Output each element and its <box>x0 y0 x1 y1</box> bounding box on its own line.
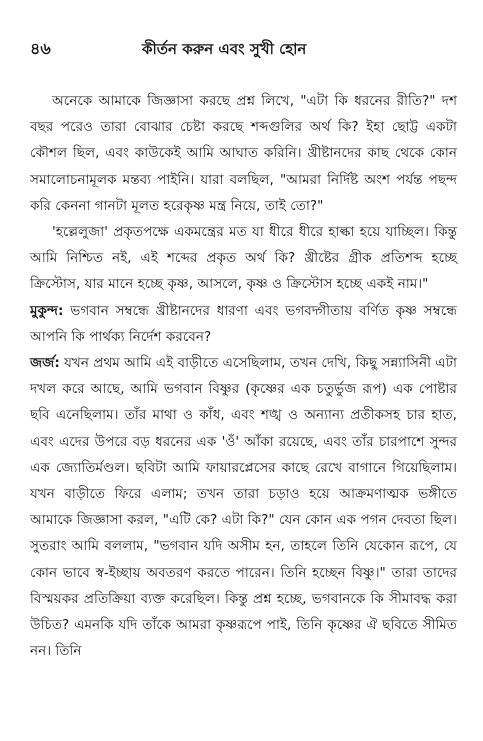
dialog-paragraph <box>30 350 457 664</box>
dialog-text: যখন প্রথম আমি এই বাড়ীতে এসেছিলাম, তখন দেখি, কিছু সন্ন্যাসিনী এটা দখল করে আছে, আমি ভগবান বিষ্ণুর (কৃষ্ণের এক চতুর্ভুজ রূপ) এক পোষ্টার ছবি এনেছিলাম। তাঁর মাথা ও কাঁধ, এবং শঙ্খ ও অন্যান্য প্রতীকসহ চার হাত, এবং এদের উপরে বড় ধরনের এক 'ওঁ' আঁকা রয়েছে, এবং তাঁর চারপাশে সুন্দর এক জ্যোতির্মণ্ডল। ছবিটা আমি ফায়ারপ্লেসের কাছে রেখে বাগানে গিয়েছিলাম। যখন বাড়ীতে ফিরে এলাম; তখন তারা চড়াও হয়ে আক্রমণাত্মক ভঙ্গীতে আমাকে জিজ্ঞাসা করল, "এটি কে? এটা কি?" যেন কোন এক পগন দেবতা ছিল। সুতরাং আমি বললাম, "ভগবান যদি অসীম হন, তাহলে তিনি যেকোন রূপে, যে কোন ভাবে স্ব-ইচ্ছায় অবতরণ করতে পারেন। তিনি হচ্ছেন বিষ্ণু।" তারা তাদের বিস্ময়কর প্রতিক্রিয়া ব্যক্ত করেছিল। কিন্তু প্রশ্ন হচ্ছে, ভগবানকে কি সীমাবদ্ধ করা উচিত? এমনকি যদি তাঁকে আমরা কৃষ্ণরূপে পাই, তিনি কৃষ্ণের ঐ ছবিতে সীমিত নন। তিনি <box>30 355 457 660</box>
body-text <box>30 88 457 664</box>
paragraph-text: অনেকে আমাকে জিজ্ঞাসা করছে প্রশ্ন লিখে, "এটা কি ধরনের রীতি?" দশ বছর পরেও তারা বোঝার চেষ্টা করছে শব্দগুলির অর্থ কি? ইহা ছোট্ট একটা কৌশল ছিল, এবং কাউকেই আমি আঘাত করিনি। খ্রীষ্টানদের কাছ থেকে কোন সমালোচনামূলক মন্তব্য পাইনি। যারা বলছিল, "আমরা নির্দিষ্ট অংশ পর্যন্ত পছন্দ করি কেননা গানটা মূলত হরেকৃষ্ণ মন্ত্র নিয়ে, তাই তো?" <box>30 93 457 214</box>
page-header <box>30 36 457 64</box>
speaker-label: জর্জ: <box>30 355 60 372</box>
speaker-label: মুকুন্দ: <box>30 302 64 319</box>
paragraph <box>30 88 457 219</box>
dialog-text: ভগবান সম্বন্ধে খ্রীষ্টানদের ধারণা এবং ভগবদ্গীতায় বর্ণিত কৃষ্ণ সম্বন্ধে আপনি কি পার্থক্য নির্দেশ করবেন? <box>30 302 457 345</box>
paragraph-text: 'হল্লেলুজা' প্রকৃতপক্ষে একমন্ত্রের মত যা ধীরে ধীরে হাল্কা হয়ে যাচ্ছিল। কিন্তু আমি নিশ্চিত নই, এই শব্দের প্রকৃত অর্থ কি? খ্রীষ্টের গ্রীক প্রতিশব্দ হচ্ছে ক্রিস্টোস, যার মানে হচ্ছে কৃষ্ণ, আসলে, কৃষ্ণ ও ক্রিস্টোস হচ্ছে একই নাম।" <box>30 224 457 293</box>
running-title: কীর্তন করুন এবং সুখী হোন <box>142 40 307 58</box>
dialog-paragraph <box>30 298 457 350</box>
paragraph <box>30 219 457 298</box>
page-number: ৪৬ <box>30 39 51 58</box>
